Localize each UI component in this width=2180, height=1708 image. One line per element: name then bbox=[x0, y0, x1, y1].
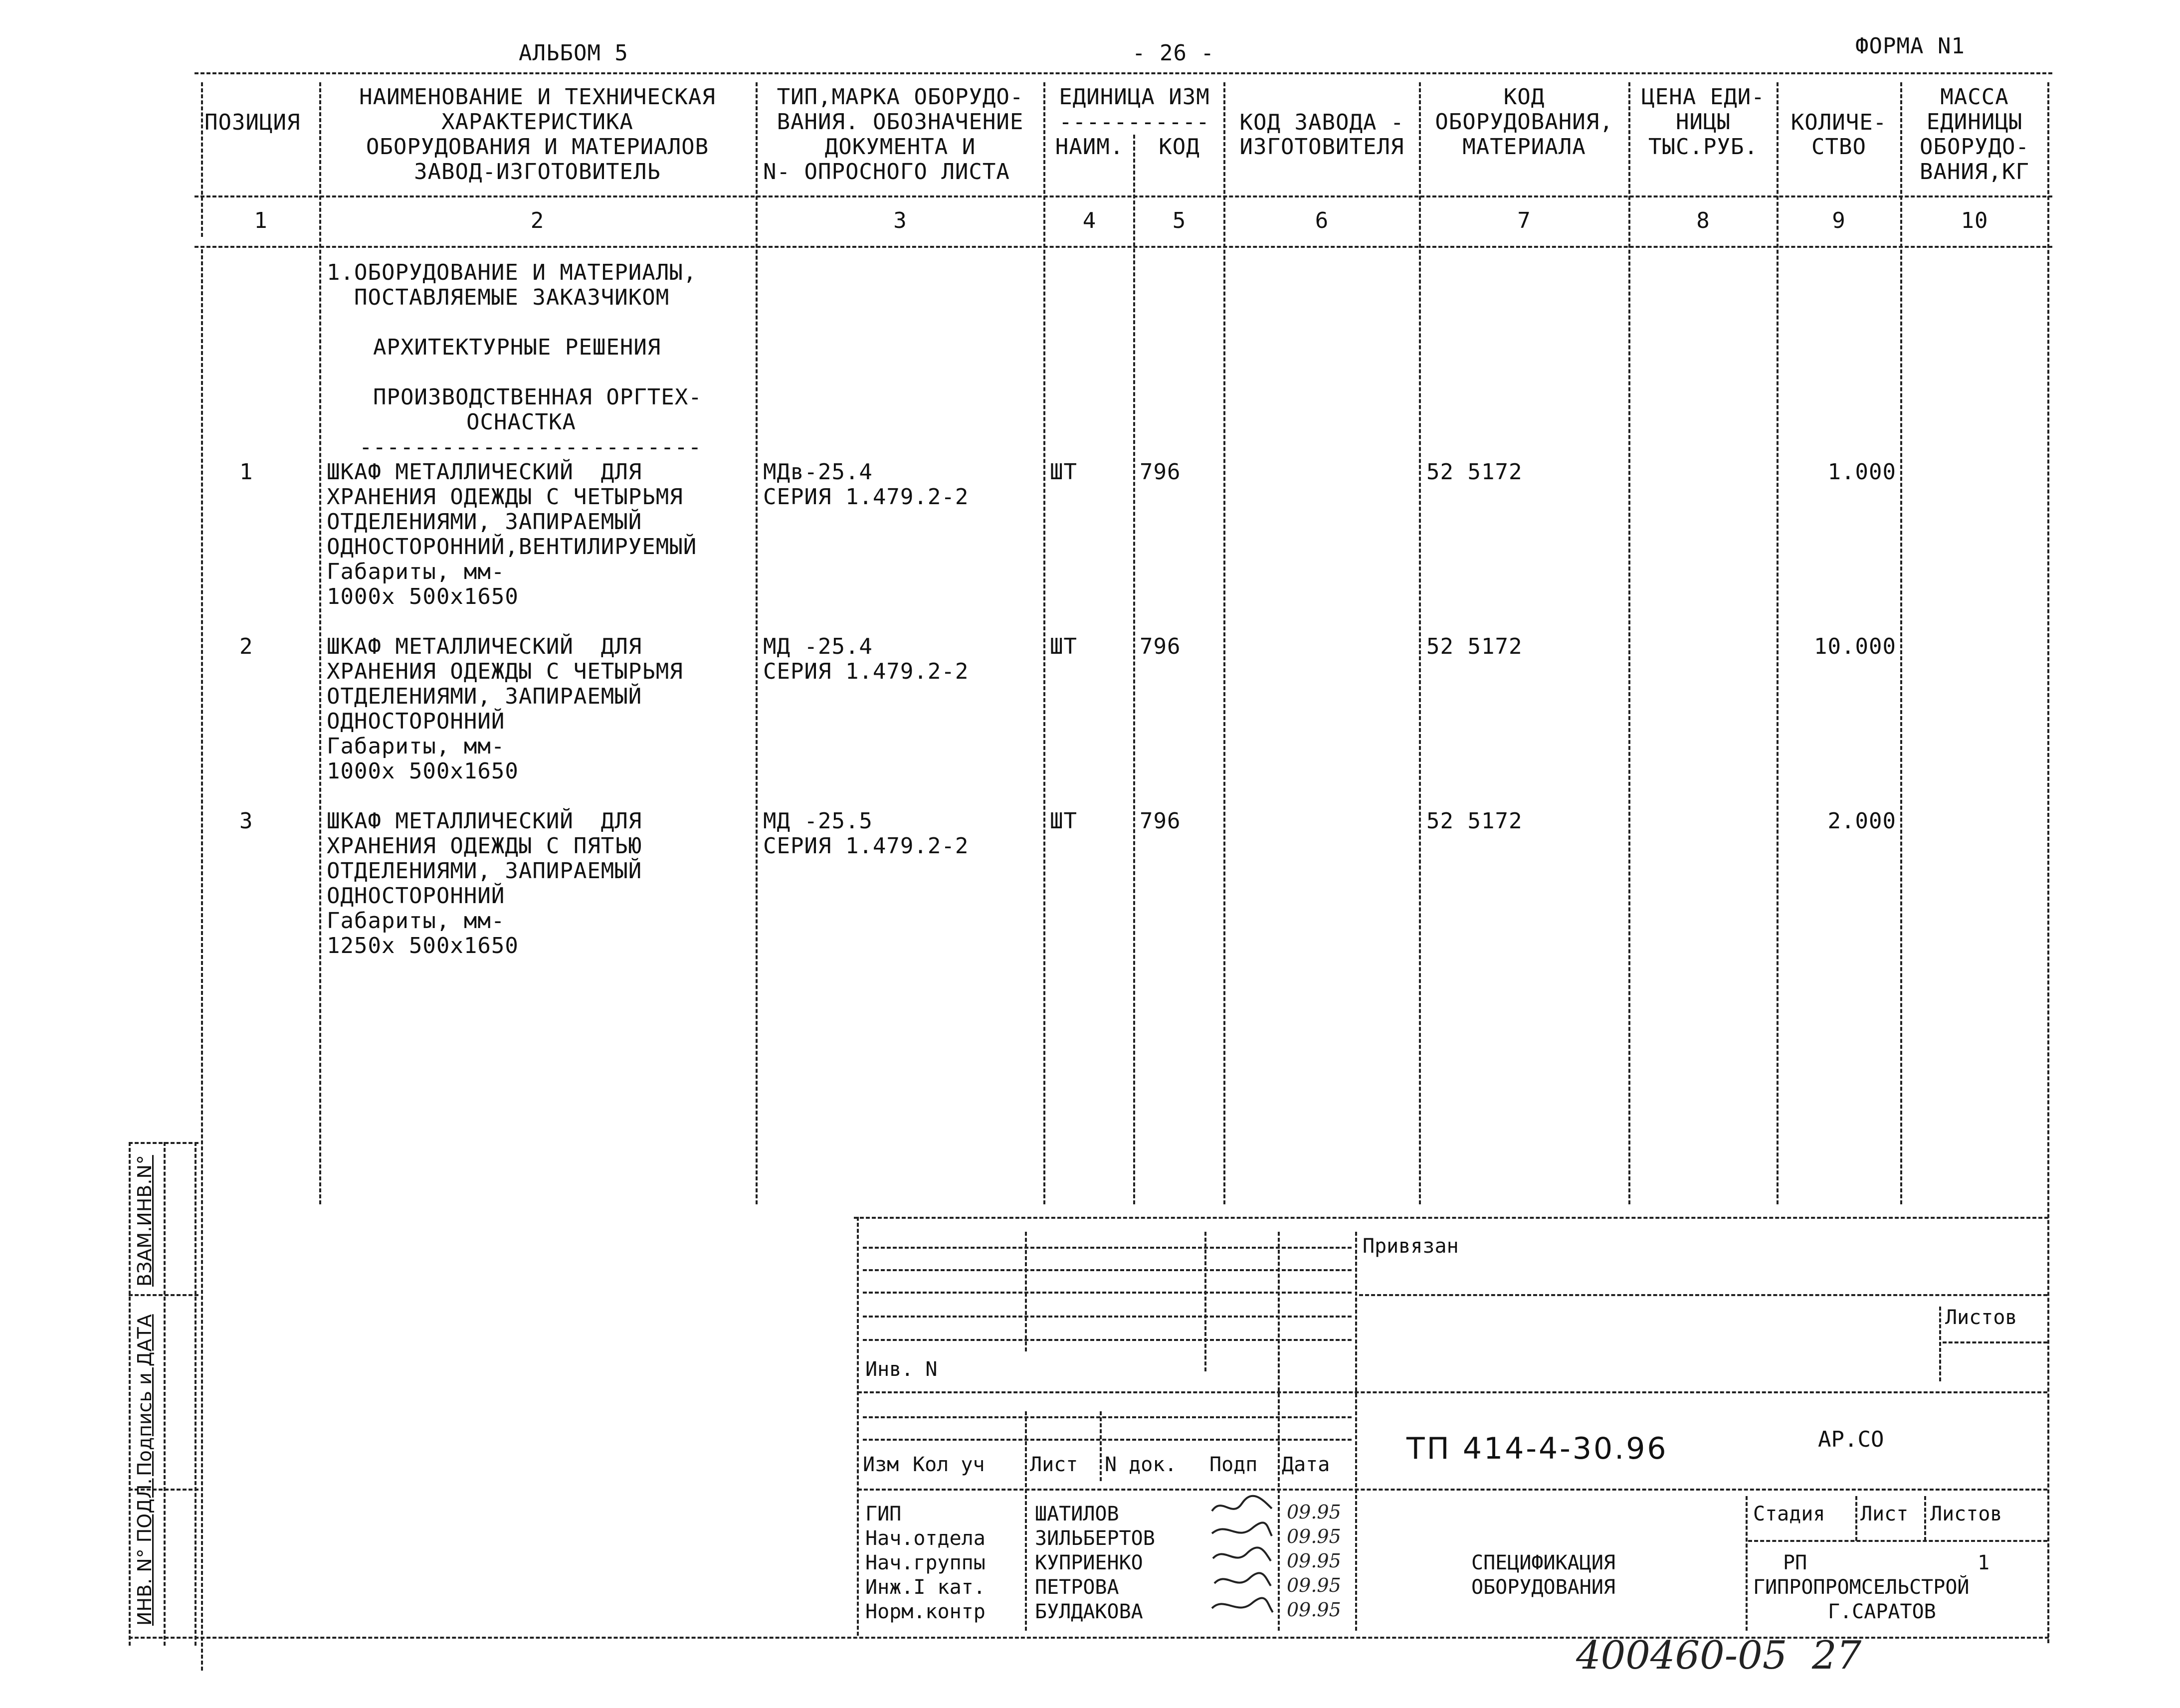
stamp-line bbox=[857, 1217, 859, 1636]
margin-line bbox=[129, 1142, 131, 1646]
row-quantity: 10.000 bbox=[1814, 634, 1896, 659]
col3-header-1: ТИП,МАРКА ОБОРУДО- bbox=[777, 84, 1024, 110]
col-line bbox=[1628, 82, 1630, 1204]
stamp-rule bbox=[863, 1439, 1352, 1441]
col2-header-3: ОБОРУДОВАНИЯ И МАТЕРИАЛОВ bbox=[366, 134, 709, 160]
row-series: СЕРИЯ 1.479.2-2 bbox=[763, 484, 969, 510]
col-line bbox=[319, 82, 321, 1204]
row-unit-code: 796 bbox=[1140, 808, 1181, 834]
col10-header-1: МАССА bbox=[1940, 84, 2009, 110]
row-equipment-code: 52 5172 bbox=[1426, 459, 1523, 485]
row-equipment-code: 52 5172 bbox=[1426, 634, 1523, 659]
stage-header: Стадия bbox=[1753, 1503, 1825, 1525]
header-bottom-rule bbox=[195, 195, 2052, 197]
col-line bbox=[1133, 135, 1135, 1204]
col7-header-2: ОБОРУДОВАНИЯ, bbox=[1435, 109, 1613, 135]
col2-header-2: ХАРАКТЕРИСТИКА bbox=[441, 109, 633, 135]
col2-header-4: ЗАВОД-ИЗГОТОВИТЕЛЬ bbox=[414, 159, 661, 185]
stamp-rule bbox=[863, 1316, 1352, 1318]
stamp-line bbox=[1855, 1496, 1857, 1541]
section-title-3: ПРОИЗВОДСТВЕННАЯ ОРГТЕХ- bbox=[373, 384, 702, 410]
col7-header-1: КОД bbox=[1503, 84, 1545, 110]
col-line bbox=[756, 82, 758, 1204]
row-series: СЕРИЯ 1.479.2-2 bbox=[763, 659, 969, 684]
row-unit: ШТ bbox=[1050, 634, 1077, 659]
stamp-rule bbox=[858, 1391, 2047, 1393]
album-label: АЛЬБОМ 5 bbox=[519, 40, 628, 66]
col5-header: КОД bbox=[1159, 134, 1200, 160]
col6-header-1: КОД ЗАВОДА - bbox=[1239, 110, 1404, 135]
archive-number: 400460-05 27 bbox=[1576, 1633, 1862, 1678]
row-name-line: ШКАФ МЕТАЛЛИЧЕСКИЙ ДЛЯ bbox=[327, 459, 642, 485]
row-type: МД -25.4 bbox=[763, 634, 873, 659]
person-name: ШАТИЛОВ bbox=[1035, 1503, 1119, 1525]
table-top-rule bbox=[195, 72, 2052, 74]
stamp-line bbox=[1100, 1411, 1102, 1481]
row-name-line: ОДНОСТОРОННИЙ bbox=[327, 709, 505, 734]
col9-header-1: КОЛИЧЕ- bbox=[1790, 110, 1887, 135]
section-title-1b: ПОСТАВЛЯЕМЫЕ ЗАКАЗЧИКОМ bbox=[327, 285, 670, 310]
row-unit: ШТ bbox=[1050, 459, 1077, 485]
row-quantity: 2.000 bbox=[1827, 808, 1896, 834]
row-type: МДв-25.4 bbox=[763, 459, 873, 485]
col-number: 8 bbox=[1696, 208, 1710, 233]
role: Нач.отдела bbox=[865, 1527, 986, 1550]
person-name: ЗИЛЬБЕРТОВ bbox=[1035, 1527, 1155, 1550]
col-number: 3 bbox=[893, 208, 907, 233]
col8-header-3: ТЫС.РУБ. bbox=[1648, 134, 1758, 160]
sheet-header: Лист bbox=[1860, 1503, 1909, 1525]
sign-date: 09.95 bbox=[1287, 1550, 1341, 1572]
rev-header-ndoc: N док. bbox=[1105, 1453, 1177, 1476]
col6-header-2: ИЗГОТОВИТЕЛЯ bbox=[1239, 134, 1404, 160]
row-name-line: ОТДЕЛЕНИЯМИ, ЗАПИРАЕМЫЙ bbox=[327, 509, 642, 535]
stamp-rule bbox=[863, 1416, 1352, 1418]
row-equipment-code: 52 5172 bbox=[1426, 808, 1523, 834]
listov-label: Листов bbox=[1945, 1306, 2017, 1329]
sign-date: 09.95 bbox=[1287, 1501, 1341, 1523]
stamp-line bbox=[1939, 1307, 1941, 1381]
stamp-line bbox=[1204, 1232, 1206, 1371]
number-row-rule bbox=[195, 246, 2052, 248]
col1-header: ПОЗИЦИЯ bbox=[204, 110, 301, 135]
row-name-line: ОТДЕЛЕНИЯМИ, ЗАПИРАЕМЫЙ bbox=[327, 858, 642, 884]
row-quantity: 1.000 bbox=[1827, 459, 1896, 485]
doc-title-2: ОБОРУДОВАНИЯ bbox=[1471, 1576, 1615, 1599]
stamp-rule bbox=[863, 1292, 1352, 1294]
stamp-rule bbox=[1748, 1540, 2047, 1542]
document-code: ТП 414-4-30.96 bbox=[1406, 1431, 1668, 1466]
col3-header-4: N- ОПРОСНОГО ЛИСТА bbox=[763, 159, 1010, 185]
margin-vzam: ВЗАМ.ИНВ.N° bbox=[134, 1155, 156, 1287]
stamp-line bbox=[1746, 1496, 1748, 1631]
row-unit-code: 796 bbox=[1140, 459, 1181, 485]
role: Инж.I кат. bbox=[865, 1576, 986, 1599]
row-name-line: 1250х 500х1650 bbox=[327, 933, 519, 958]
col4-header: НАИМ. bbox=[1055, 134, 1124, 160]
sign-date: 09.95 bbox=[1287, 1574, 1341, 1596]
col-number: 4 bbox=[1082, 208, 1097, 233]
col9-header-2: СТВО bbox=[1811, 134, 1866, 160]
privyazan-label: Привязан bbox=[1363, 1235, 1459, 1258]
col8-header-2: НИЦЫ bbox=[1676, 109, 1731, 135]
person-name: КУПРИЕНКО bbox=[1035, 1551, 1143, 1574]
col-line bbox=[201, 249, 203, 1671]
row-name-line: ОДНОСТОРОННИЙ,ВЕНТИЛИРУЕМЫЙ bbox=[327, 534, 697, 560]
stamp-rule bbox=[863, 1339, 1352, 1341]
stamp-line bbox=[1355, 1232, 1357, 1631]
person-name: БУЛДАКОВА bbox=[1035, 1600, 1143, 1623]
col10-header-2: ЕДИНИЦЫ bbox=[1926, 109, 2023, 135]
page-number: - 26 - bbox=[1132, 40, 1214, 66]
row-name-line: 1000х 500х1650 bbox=[327, 584, 519, 609]
col-line bbox=[1777, 82, 1779, 1204]
col10-header-3: ОБОРУДО- bbox=[1920, 134, 2029, 160]
col-number: 7 bbox=[1517, 208, 1531, 233]
row-series: СЕРИЯ 1.479.2-2 bbox=[763, 833, 969, 859]
unit-header: ЕДИНИЦА ИЗМ bbox=[1059, 84, 1210, 110]
section-rule: ------------------------- bbox=[359, 434, 702, 460]
section-title-2: АРХИТЕКТУРНЫЕ РЕШЕНИЯ bbox=[373, 335, 661, 360]
col-number: 2 bbox=[530, 208, 545, 233]
row-unit: ШТ bbox=[1050, 808, 1077, 834]
col-number: 9 bbox=[1832, 208, 1846, 233]
role: Норм.контр bbox=[865, 1600, 986, 1623]
signature-marks bbox=[1207, 1494, 1277, 1628]
margin-podpis: Подпись и ДАТА bbox=[134, 1314, 156, 1476]
row-name-line: ХРАНЕНИЯ ОДЕЖДЫ С ЧЕТЫРЬМЯ bbox=[327, 659, 683, 684]
margin-inv-podl: ИНВ. N° ПОДЛ. bbox=[134, 1478, 156, 1626]
stamp-rule bbox=[1943, 1341, 2047, 1343]
role: ГИП bbox=[865, 1503, 902, 1525]
col-line bbox=[1043, 82, 1045, 1204]
row-name-line: ШКАФ МЕТАЛЛИЧЕСКИЙ ДЛЯ bbox=[327, 634, 642, 659]
row-unit-code: 796 bbox=[1140, 634, 1181, 659]
organization: ГИПРОПРОМСЕЛЬСТРОЙ bbox=[1753, 1576, 1970, 1599]
stamp-line bbox=[1025, 1411, 1027, 1631]
row-position: 2 bbox=[239, 634, 253, 659]
margin-line bbox=[164, 1142, 166, 1646]
row-name-line: Габариты, мм- bbox=[327, 908, 505, 934]
row-name-line: ХРАНЕНИЯ ОДЕЖДЫ С ПЯТЬЮ bbox=[327, 833, 642, 859]
role: Нач.группы bbox=[865, 1551, 986, 1574]
col3-header-2: ВАНИЯ. ОБОЗНАЧЕНИЕ bbox=[777, 109, 1024, 135]
margin-rule bbox=[129, 1294, 198, 1296]
col-line bbox=[1223, 82, 1225, 1204]
stamp-rule bbox=[858, 1489, 2047, 1491]
sign-date: 09.95 bbox=[1287, 1599, 1341, 1621]
row-name-line: ХРАНЕНИЯ ОДЕЖДЫ С ЧЕТЫРЬМЯ bbox=[327, 484, 683, 510]
form-label: ФОРМА N1 bbox=[1855, 33, 1965, 59]
stamp-rule bbox=[1359, 1294, 2047, 1296]
unit-header-dash: ----------- bbox=[1059, 109, 1210, 135]
section-title-3b: ОСНАСТКА bbox=[466, 409, 576, 435]
sheets-header: Листов bbox=[1930, 1503, 2002, 1525]
margin-line bbox=[195, 1142, 197, 1646]
document-suffix: АР.СО bbox=[1818, 1427, 1884, 1452]
margin-rule bbox=[129, 1142, 198, 1144]
col-line bbox=[1900, 82, 1902, 1204]
row-name-line: 1000х 500х1650 bbox=[327, 759, 519, 784]
rev-header-data: Дата bbox=[1282, 1453, 1330, 1476]
col-line bbox=[1419, 82, 1421, 1204]
rev-header-podp: Подп bbox=[1209, 1453, 1258, 1476]
stamp-rule bbox=[863, 1269, 1352, 1271]
row-name-line: ШКАФ МЕТАЛЛИЧЕСКИЙ ДЛЯ bbox=[327, 808, 642, 834]
col-number: 6 bbox=[1315, 208, 1329, 233]
inv-label: Инв. N bbox=[865, 1358, 938, 1381]
row-name-line: Габариты, мм- bbox=[327, 734, 505, 759]
rev-header-kol: Кол уч bbox=[913, 1453, 985, 1476]
stamp-rule bbox=[863, 1247, 1352, 1249]
row-name-line: ОТДЕЛЕНИЯМИ, ЗАПИРАЕМЫЙ bbox=[327, 684, 642, 709]
row-position: 1 bbox=[239, 459, 253, 485]
sheets-value: 1 bbox=[1978, 1551, 1990, 1574]
organization-city: Г.САРАТОВ bbox=[1828, 1600, 1936, 1623]
stage-value: РП bbox=[1783, 1551, 1807, 1574]
col8-header-1: ЦЕНА ЕДИ- bbox=[1641, 84, 1765, 110]
col-number: 1 bbox=[254, 208, 268, 233]
stamp-top-rule bbox=[854, 1217, 2048, 1219]
col7-header-3: МАТЕРИАЛА bbox=[1462, 134, 1586, 160]
col-number: 5 bbox=[1172, 208, 1187, 233]
row-position: 3 bbox=[239, 808, 253, 834]
col-line bbox=[201, 82, 203, 237]
col-number: 10 bbox=[1961, 208, 1988, 233]
row-type: МД -25.5 bbox=[763, 808, 873, 834]
rev-header-list: Лист bbox=[1030, 1453, 1078, 1476]
sign-date: 09.95 bbox=[1287, 1525, 1341, 1547]
section-title-1: 1.ОБОРУДОВАНИЕ И МАТЕРИАЛЫ, bbox=[327, 260, 697, 285]
row-name-line: Габариты, мм- bbox=[327, 559, 505, 584]
person-name: ПЕТРОВА bbox=[1035, 1576, 1119, 1599]
col3-header-3: ДОКУМЕНТА И bbox=[824, 134, 976, 160]
stamp-line bbox=[1924, 1496, 1926, 1541]
col2-header-1: НАИМЕНОВАНИЕ И ТЕХНИЧЕСКАЯ bbox=[359, 84, 716, 110]
col10-header-4: ВАНИЯ,КГ bbox=[1920, 159, 2029, 185]
row-name-line: ОДНОСТОРОННИЙ bbox=[327, 883, 505, 909]
doc-title-1: СПЕЦИФИКАЦИЯ bbox=[1471, 1551, 1615, 1574]
col-line bbox=[2047, 82, 2049, 1643]
rev-header-izm: Изм bbox=[863, 1453, 899, 1476]
